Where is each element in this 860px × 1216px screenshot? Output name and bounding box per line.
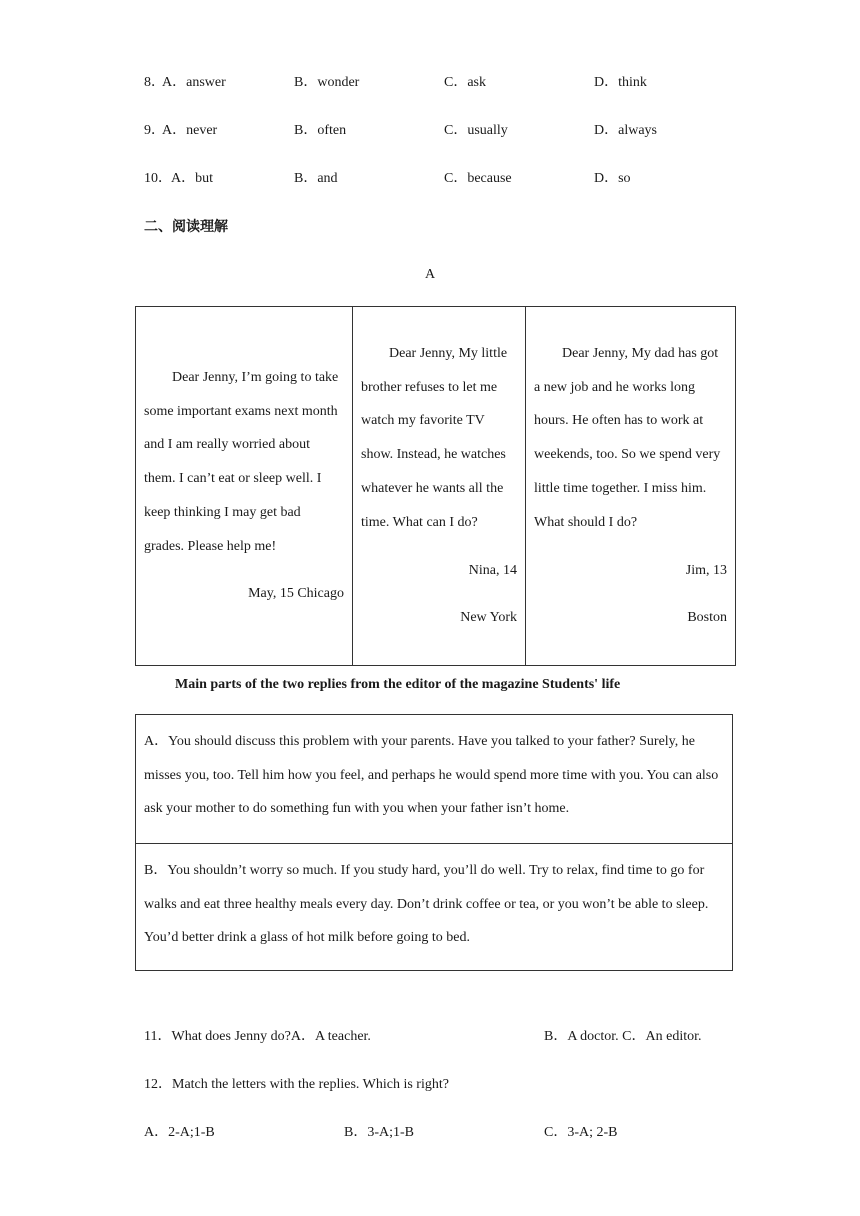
letter-3 — [526, 307, 736, 666]
option-c: C．because — [444, 171, 512, 186]
question-11-stem: 11．What does Jenny do?A．A teacher. — [144, 1029, 371, 1044]
reply-a-box — [135, 714, 733, 844]
section-heading: 二、阅读理解 — [144, 219, 228, 235]
option-b: B．often — [294, 123, 347, 138]
option-d: D．think — [594, 75, 647, 90]
option-a: A．never — [162, 123, 218, 138]
letter-text: Dear Jenny, My little brother refuses to let me watch my favorite TV show. Instead, he watches whatever he wants all the time. What can I do? — [361, 345, 508, 530]
question-11-options: B．A doctor. C．An editor. — [544, 1029, 702, 1044]
replies-heading: Main parts of the two replies from the editor of the magazine Students' life — [175, 677, 621, 692]
question-12-option-b: B．3-A;1-B — [344, 1125, 414, 1140]
passage-label: A — [425, 267, 436, 282]
letter-1 — [136, 307, 353, 666]
question-10 — [0, 170, 860, 188]
option-d: D．so — [594, 171, 631, 186]
question-number: 9． — [144, 123, 165, 138]
question-12-option-c: C．3-A; 2-B — [544, 1125, 618, 1140]
option-b: B．and — [294, 171, 338, 186]
reply-b-box — [135, 843, 733, 971]
option-b: B．wonder — [294, 75, 360, 90]
reply-a-text: A．You should discuss this problem with your parents. Have you talked to your father? Surely, he misses you, too. Tell him how you feel, and perhaps he would spend more time with you. You can also ask your mother to do something fun with you when your father isn’t home. — [144, 734, 719, 817]
question-9 — [0, 122, 860, 140]
letter-signature: Jim, 13 — [685, 562, 727, 578]
reply-b-text: B．You shouldn’t worry so much. If you study hard, you’ll do well. Try to relax, find time to go for walks and eat three healthy meals every day. Don’t drink coffee or tea, or you won’t be able to sleep. You’d better drink a glass of hot milk before going to bed. — [144, 863, 709, 946]
letter-signature: May, 15 Chicago — [248, 586, 344, 602]
option-a: A．but — [171, 171, 213, 186]
question-12-stem: 12．Match the letters with the replies. Which is right? — [144, 1077, 449, 1092]
option-c: C．ask — [444, 75, 486, 90]
letter-location: Boston — [687, 610, 727, 626]
letters-table — [135, 306, 736, 666]
letter-signature: Nina, 14 — [468, 562, 517, 578]
letter-2 — [353, 307, 526, 666]
question-8 — [0, 74, 860, 92]
question-number: 10． — [144, 171, 172, 186]
question-12-option-a: A．2-A;1-B — [144, 1125, 215, 1140]
option-c: C．usually — [444, 123, 508, 138]
option-a: A．answer — [162, 75, 226, 90]
letter-text: Dear Jenny, My dad has got a new job and he works long hours. He often has to work at weekends, too. So we spend very little time together. I miss him. What should I do? — [534, 345, 721, 530]
option-d: D．always — [594, 123, 657, 138]
letter-location: New York — [460, 610, 517, 626]
letter-text: Dear Jenny, I’m going to take some important exams next month and I am really worried about them. I can’t eat or sleep well. I keep thinking I may get bad grades. Please help me! — [144, 369, 339, 554]
question-number: 8． — [144, 75, 165, 90]
